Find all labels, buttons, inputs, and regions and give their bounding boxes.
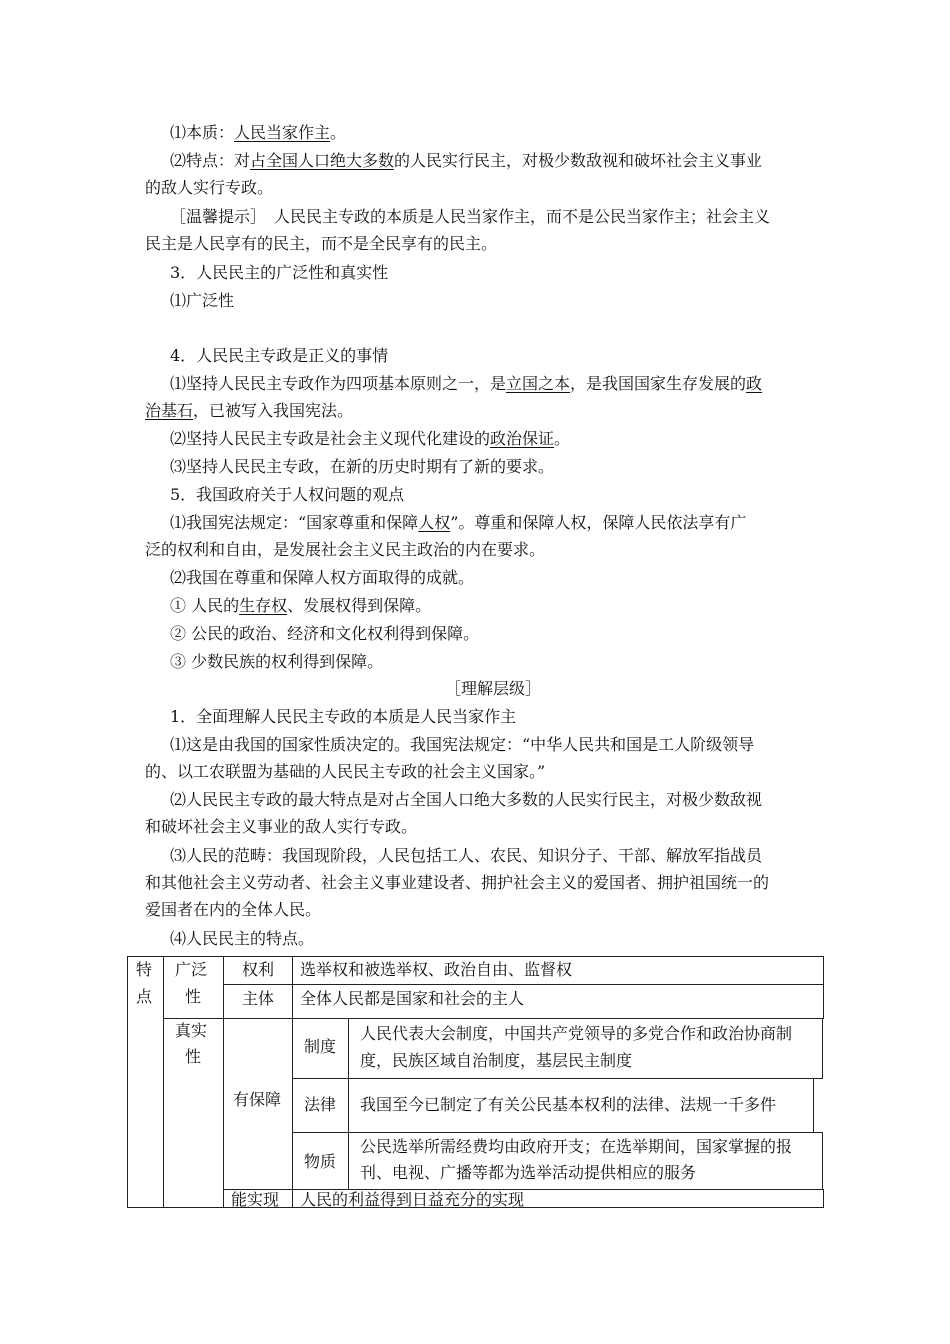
- section-4-p1: ⑴坚持人民民主专政作为四项基本原则之一，是立国之本，是我国国家生存发展的政: [170, 374, 763, 393]
- underlined-key-term: 治基石: [145, 401, 194, 420]
- table-border: [348, 1018, 349, 1190]
- underlined-key-term: 政治保证: [490, 429, 555, 448]
- reality-label-2: 性: [185, 1047, 202, 1066]
- section-5-heading: 5．我国政府关于人权问题的观点: [170, 485, 405, 504]
- understanding-p3-line2: 和其他社会主义劳动者、社会主义事业建设者、拥护社会主义的爱国者、拥护祖国统一的: [145, 873, 770, 892]
- list-item: ② 公民的政治、经济和文化权利得到保障。: [170, 624, 480, 643]
- nature-line: ⑴本质：人民当家作主。: [170, 123, 347, 142]
- breadth-label-1: 广泛: [175, 960, 208, 979]
- tip-line-1: ［温馨提示］ 人民民主专政的本质是人民当家作主，而不是公民当家作主；社会主义: [170, 207, 771, 226]
- rights-label: 权利: [242, 960, 275, 979]
- table-border: [292, 956, 293, 1019]
- feature-label-2: 点: [136, 987, 153, 1006]
- section-5-p1: ⑴我国宪法规定：“国家尊重和保障人权”。尊重和保障人权，保障人民依法享有广: [170, 513, 747, 532]
- democracy-features-table: [127, 956, 824, 1208]
- understanding-p2: ⑵人民民主专政的最大特点是对占全国人口绝大多数的人民实行民主，对极少数敌视: [170, 790, 763, 809]
- list-item: ③ 少数民族的权利得到保障。: [170, 652, 384, 671]
- underlined-key-term: 人权: [418, 513, 451, 532]
- table-border: [823, 1189, 824, 1208]
- breadth-label-2: 性: [185, 987, 202, 1006]
- table-border: [127, 956, 824, 957]
- underlined-key-term: 立国之本: [506, 374, 571, 393]
- section-4-p3: ⑶坚持人民民主专政，在新的历史时期有了新的要求。: [170, 457, 555, 476]
- understanding-heading: 1．全面理解人民民主专政的本质是人民当家作主: [170, 707, 517, 726]
- system-label: 制度: [304, 1037, 337, 1056]
- section-4-heading: 4．人民民主专政是正义的事情: [170, 346, 389, 365]
- table-border: [823, 956, 824, 1019]
- subject-text: 全体人民都是国家和社会的主人: [300, 989, 525, 1008]
- section-4-p2: ⑵坚持人民民主专政是社会主义现代化建设的政治保证。: [170, 429, 571, 448]
- table-border: [223, 984, 824, 985]
- material-label: 物质: [304, 1152, 337, 1171]
- realize-text: 人民的利益得到日益充分的实现: [300, 1190, 525, 1209]
- subject-label: 主体: [242, 989, 275, 1008]
- reality-label-1: 真实: [175, 1021, 208, 1040]
- table-border: [223, 1018, 224, 1190]
- feature-line-2: 的敌人实行专政。: [145, 178, 274, 197]
- breadth-subheading: ⑴广泛性: [170, 291, 235, 310]
- understanding-p4: ⑷人民民主的特点。: [170, 929, 315, 948]
- material-text-1: 公民选举所需经费均由政府开支；在选举期间，国家掌握的报: [360, 1137, 793, 1156]
- underlined-key-term: 占全国人口绝大多数: [250, 151, 395, 170]
- law-label: 法律: [304, 1095, 337, 1114]
- level-title: ［理解层级］: [445, 679, 542, 698]
- table-border: [163, 956, 164, 1208]
- list-item: ① 人民的生存权、发展权得到保障。: [170, 596, 432, 615]
- underlined-key-term: 人民当家作主: [234, 123, 331, 142]
- underlined-key-term: 政: [746, 374, 763, 393]
- understanding-p3-line3: 爱国者在内的全体人民。: [145, 900, 322, 919]
- understanding-p2-line2: 和破坏社会主义事业的敌人实行专政。: [145, 817, 418, 836]
- section-3-heading: 3．人民民主的广泛性和真实性: [170, 263, 389, 282]
- realize-label: 能实现: [231, 1190, 280, 1209]
- section-5-p2: ⑵我国在尊重和保障人权方面取得的成就。: [170, 568, 475, 587]
- understanding-p3: ⑶人民的范畴：我国现阶段，人民包括工人、农民、知识分子、干部、解放军指战员: [170, 846, 763, 865]
- table-border: [292, 1189, 293, 1208]
- guarantee-label: 有保障: [233, 1090, 282, 1109]
- section-4-p1-line2: 治基石，已被写入我国宪法。: [145, 401, 354, 420]
- system-text-1: 人民代表大会制度，中国共产党领导的多党合作和政治协商制: [360, 1024, 793, 1043]
- table-border: [127, 956, 128, 1208]
- tip-line-2: 民主是人民享有的民主，而不是全民享有的民主。: [145, 234, 498, 253]
- system-text-2: 度，民族区域自治制度，基层民主制度: [360, 1051, 633, 1070]
- rights-text: 选举权和被选举权、政治自由、监督权: [300, 960, 573, 979]
- section-5-p1-line2: 泛的权利和自由，是发展社会主义民主政治的内在要求。: [145, 540, 546, 559]
- understanding-p1-line2: 的、以工农联盟为基础的人民民主专政的社会主义国家。”: [145, 762, 546, 781]
- underlined-key-term: 生存权: [239, 596, 288, 615]
- feature-label-1: 特: [136, 960, 153, 979]
- material-text-2: 刊、电视、广播等都为选举活动提供相应的服务: [360, 1163, 697, 1182]
- understanding-p1: ⑴这是由我国的国家性质决定的。我国宪法规定：“中华人民共和国是工人阶级领导: [170, 735, 755, 754]
- feature-line: ⑵特点：对占全国人口绝大多数的人民实行民主，对极少数敌视和破坏社会主义事业: [170, 151, 763, 170]
- law-text: 我国至今已制定了有关公民基本权利的法律、法规一千多件: [360, 1095, 777, 1114]
